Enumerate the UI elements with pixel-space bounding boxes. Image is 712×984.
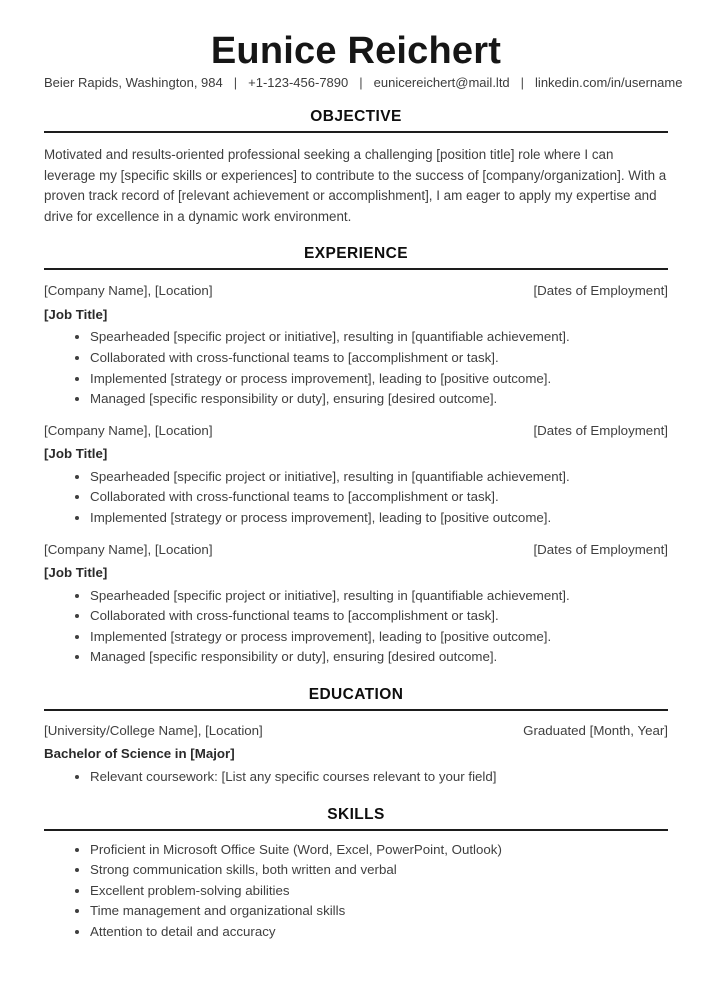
list-item: • Spearheaded [specific project or initiative], resulting in [quantifiable achievement]. bbox=[90, 586, 668, 607]
section-skills bbox=[44, 806, 668, 943]
contact-phone: +1-123-456-7890 bbox=[248, 75, 349, 90]
section-divider bbox=[44, 131, 668, 133]
contact-line bbox=[44, 75, 683, 90]
list-item: • Excellent problem-solving abilities bbox=[90, 881, 668, 902]
experience-entry bbox=[44, 542, 668, 668]
job-company: [Company Name], [Location] bbox=[44, 541, 213, 557]
list-item: • Spearheaded [specific project or initiative], resulting in [quantifiable achievement]. bbox=[90, 467, 668, 488]
list-item: • Attention to detail and accuracy bbox=[90, 922, 668, 943]
job-title: [Job Title] bbox=[44, 565, 108, 581]
objective-paragraph: Motivated and results-oriented professional seeking a challenging [position title] role where I can leverage my [specific skills or experiences] to contribute to the success of [company/organization]. With a proven track record of [relevant achievement or accomplishment], I am eager to apply my expertise and drive for excellence in a dynamic work environment. bbox=[44, 147, 667, 224]
list-item: • Implemented [strategy or process improvement], leading to [positive outcome]. bbox=[90, 508, 668, 529]
contact-linkedin: linkedin.com/in/username bbox=[535, 75, 683, 90]
list-item: • Spearheaded [specific project or initiative], resulting in [quantifiable achievement]. bbox=[90, 327, 668, 348]
education-entry bbox=[44, 723, 668, 788]
experience-entry bbox=[44, 283, 668, 409]
contact-separator: | bbox=[520, 75, 525, 90]
experience-entry bbox=[44, 423, 668, 529]
education-bullet-list bbox=[44, 767, 668, 788]
job-bullet-list bbox=[44, 467, 668, 529]
education-header-row bbox=[44, 723, 668, 738]
job-company: [Company Name], [Location] bbox=[44, 283, 213, 299]
section-experience bbox=[44, 245, 668, 668]
education-graduated: Graduated [Month, Year] bbox=[523, 722, 668, 738]
experience-section-title: EXPERIENCE bbox=[304, 245, 408, 263]
job-bullet-list bbox=[44, 586, 668, 668]
job-dates: [Dates of Employment] bbox=[533, 283, 668, 299]
list-item: • Collaborated with cross-functional teams to [accomplishment or task]. bbox=[90, 348, 668, 369]
job-header-row bbox=[44, 542, 668, 557]
contact-location: Beier Rapids, Washington, 984 bbox=[44, 75, 223, 90]
list-item: • Implemented [strategy or process improvement], leading to [positive outcome]. bbox=[90, 369, 668, 390]
job-header-row bbox=[44, 283, 668, 298]
objective-section-title: OBJECTIVE bbox=[310, 108, 402, 125]
list-item: • Time management and organizational skills bbox=[90, 901, 668, 922]
job-header-row bbox=[44, 423, 668, 438]
job-company: [Company Name], [Location] bbox=[44, 422, 213, 438]
list-item: • Strong communication skills, both written and verbal bbox=[90, 860, 668, 881]
education-degree: Bachelor of Science in [Major] bbox=[44, 746, 235, 762]
education-section-title: EDUCATION bbox=[308, 685, 404, 703]
list-item: • Implemented [strategy or process improvement], leading to [positive outcome]. bbox=[90, 627, 668, 648]
list-item: • Collaborated with cross-functional teams to [accomplishment or task]. bbox=[90, 606, 668, 627]
job-dates: [Dates of Employment] bbox=[533, 422, 668, 438]
job-title: [Job Title] bbox=[44, 306, 108, 322]
section-divider bbox=[44, 709, 668, 711]
resume-name: Eunice Reichert bbox=[210, 30, 502, 72]
list-item: • Managed [specific responsibility or duty], ensuring [desired outcome]. bbox=[90, 389, 668, 410]
contact-separator: | bbox=[359, 75, 363, 90]
skills-bullet-list bbox=[44, 840, 668, 943]
section-objective bbox=[44, 108, 668, 227]
job-bullet-list bbox=[44, 327, 668, 409]
job-title: [Job Title] bbox=[44, 446, 108, 462]
list-item: • Relevant coursework: [List any specific courses relevant to your field] bbox=[90, 767, 668, 788]
contact-email: eunicereichert@mail.ltd bbox=[373, 75, 510, 90]
skills-section-title: SKILLS bbox=[327, 805, 385, 823]
education-school: [University/College Name], [Location] bbox=[44, 722, 263, 738]
list-item: • Collaborated with cross-functional teams to [accomplishment or task]. bbox=[90, 487, 668, 508]
contact-separator: | bbox=[233, 75, 238, 90]
job-dates: [Dates of Employment] bbox=[533, 541, 668, 557]
section-education bbox=[44, 686, 668, 788]
section-divider bbox=[44, 268, 668, 270]
list-item: • Managed [specific responsibility or duty], ensuring [desired outcome]. bbox=[90, 647, 668, 668]
list-item: • Proficient in Microsoft Office Suite (Word, Excel, PowerPoint, Outlook) bbox=[90, 840, 668, 861]
section-divider bbox=[44, 829, 668, 831]
